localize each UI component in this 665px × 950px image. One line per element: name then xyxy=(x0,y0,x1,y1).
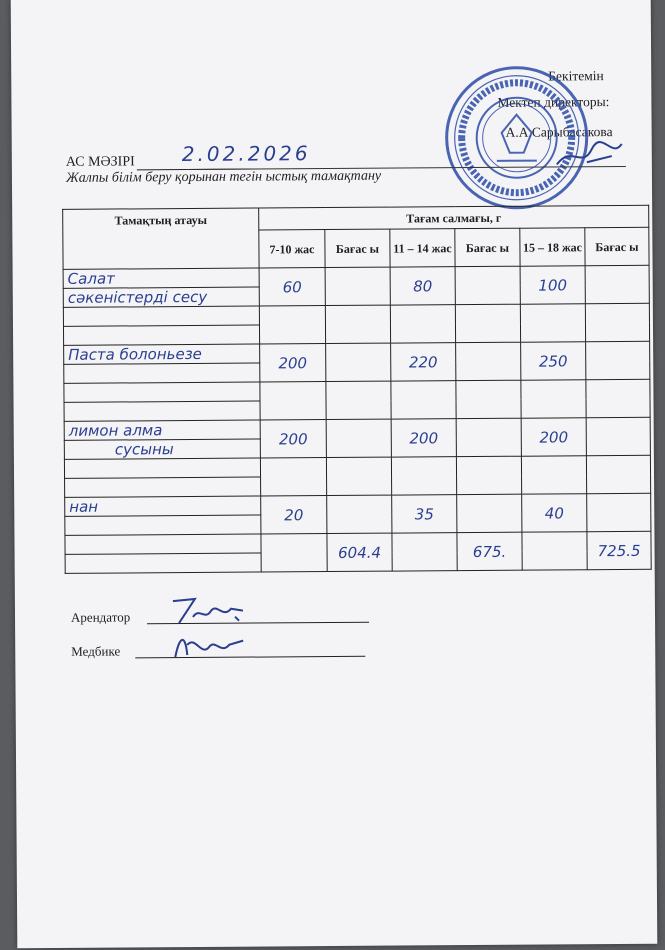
dish-1-name-line1: Салат xyxy=(63,268,259,288)
menu-label: АС МӘЗІРІ xyxy=(65,154,135,170)
header-price-2: Бағас ы xyxy=(455,228,520,266)
dish-2-weight-11: 220 xyxy=(391,343,456,381)
dish-4-weight-7: 20 xyxy=(261,496,327,534)
total-price-7: 604.4 xyxy=(327,533,392,571)
header-15-18: 15 – 18 жас xyxy=(520,228,585,266)
menu-document xyxy=(11,0,658,948)
dish-3-price-15 xyxy=(586,417,650,455)
dish-3-weight-15: 200 xyxy=(521,418,586,456)
dish-1-weight-11: 80 xyxy=(390,267,455,305)
menu-table xyxy=(62,205,652,574)
dish-4-price-15 xyxy=(587,493,651,531)
menu-subtitle: Жалпы білім беру қорынан тегін ыстық тамақтану xyxy=(65,168,382,186)
dish-3-name-line1: лимон алма xyxy=(64,420,260,440)
approval-name: А.А.Сарыбасакова xyxy=(505,124,613,140)
dish-4-price-7 xyxy=(327,495,392,533)
header-price-3: Бағас ы xyxy=(585,227,649,265)
medbike-label: Медбике xyxy=(71,643,121,659)
dish-1-weight-7: 60 xyxy=(259,268,325,306)
medbike-signature xyxy=(165,627,255,668)
dish-1-name-line2: сәкеністерді сесу xyxy=(63,287,259,307)
dish-2-weight-15: 250 xyxy=(521,342,586,380)
dish-3-weight-11: 200 xyxy=(391,419,456,457)
dish-3-name-line2: сусыны xyxy=(64,439,260,459)
menu-date: 2.02.2026 xyxy=(181,141,311,167)
dish-4-name: нан xyxy=(65,496,261,516)
header-11-14: 11 – 14 жас xyxy=(390,229,455,267)
header-dish-name: Тамақтың атауы xyxy=(63,208,259,269)
arendator-signature xyxy=(165,593,255,630)
dish-2-price-7 xyxy=(326,343,391,381)
dish-1-price-11 xyxy=(455,266,520,304)
header-7-10: 7-10 жас xyxy=(259,230,325,268)
dish-1-price-7 xyxy=(325,267,390,305)
total-price-11: 675. xyxy=(457,532,522,570)
director-signature xyxy=(552,134,632,175)
total-price-15: 725.5 xyxy=(587,531,651,569)
dish-4-weight-11: 35 xyxy=(392,495,457,533)
header-weight: Тағам салмағы, г xyxy=(259,205,649,230)
approval-title: Бекітемін xyxy=(548,68,604,84)
dish-1-weight-15: 100 xyxy=(520,266,585,304)
dish-3-price-7 xyxy=(326,419,391,457)
dish-1-price-15 xyxy=(585,265,649,303)
dish-2-price-15 xyxy=(586,341,650,379)
dish-2-price-11 xyxy=(456,342,521,380)
dish-4-price-11 xyxy=(457,494,522,532)
dish-3-weight-7: 200 xyxy=(260,420,326,458)
dish-3-price-11 xyxy=(456,418,521,456)
dish-2-name: Паста болоньезе xyxy=(64,344,260,364)
approval-role: Мектеп директоры: xyxy=(497,94,610,110)
dish-2-weight-7: 200 xyxy=(260,344,326,382)
header-price-1: Бағас ы xyxy=(325,229,390,267)
dish-4-weight-15: 40 xyxy=(522,494,587,532)
arendator-label: Арендатор xyxy=(70,609,131,625)
